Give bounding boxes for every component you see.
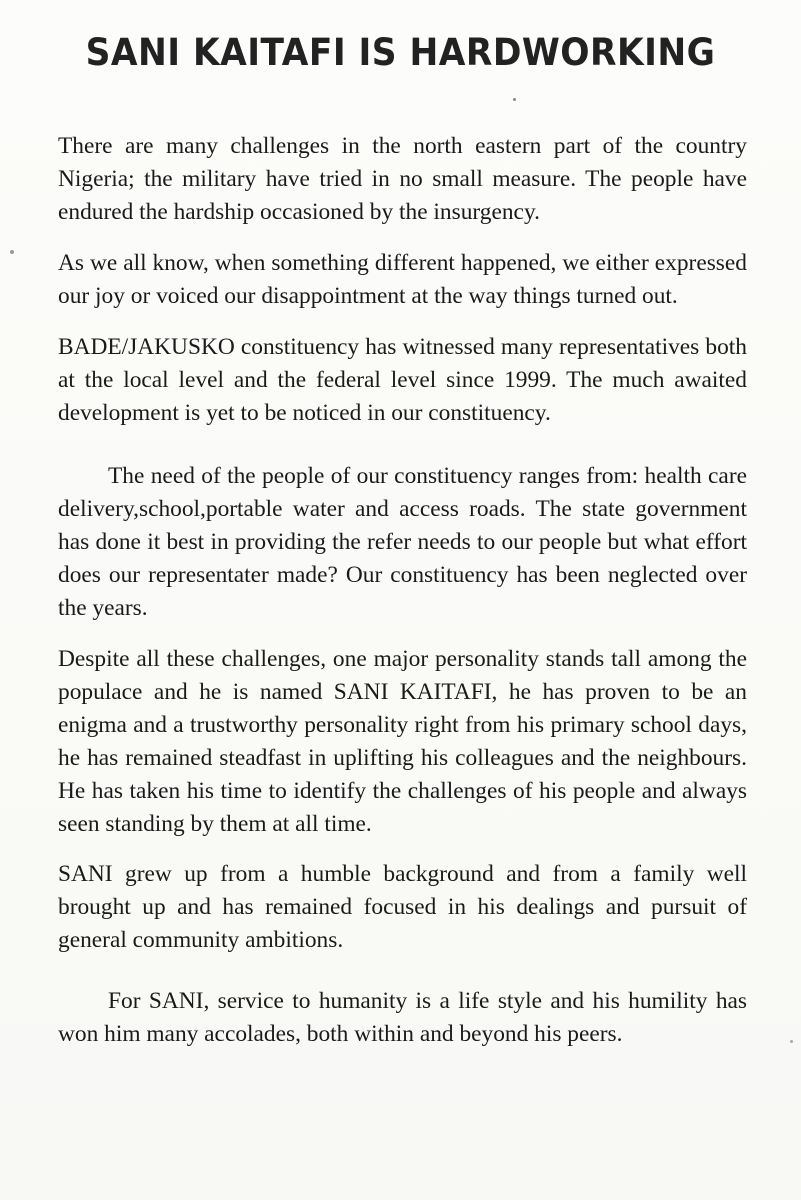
paper-speck	[10, 250, 14, 254]
paragraph-1: There are many challenges in the north eastern part of the country Nigeria; the military have tried in no small measure. The people have endured the hardship occasioned by the insurgency.	[58, 133, 747, 225]
paragraph-7: For SANI, service to humanity is a life style and his humility has won him many accolades, both within and beyond his peers.	[58, 988, 747, 1047]
paper-speck	[790, 1040, 793, 1043]
paragraph-3: BADE/JAKUSKO constituency has witnessed many representatives both at the local level and the federal level since 1999. The much awaited development is yet to be noticed in our constituency.	[58, 334, 747, 426]
paper-speck	[513, 98, 516, 101]
paragraph-2: As we all know, when something different happened, we either expressed our joy or voiced our disappointment at the way things turned out.	[58, 250, 747, 309]
paragraph-6: SANI grew up from a humble background and from a family well brought up and has remained focused in his dealings and pursuit of general community ambitions.	[58, 861, 747, 953]
paragraph-5: Despite all these challenges, one major personality stands tall among the populace and he is named SANI KAITAFI, he has proven to be an enigma and a trustworthy personality right from his primary school days, he has remained steadfast in uplifting his colleagues and the neighbours. He has taken his time to identify the challenges of his people and always seen standing by them at all time.	[58, 646, 747, 837]
document-title: SANI KAITAFI IS HARDWORKING	[85, 31, 716, 74]
paragraph-4: The need of the people of our constituency ranges from: health care delivery,school,portable water and access roads. The state government has done it best in providing the refer needs to our people but what effort does our representater made? Our constituency has been neglected over the years.	[58, 463, 747, 621]
document-body	[58, 130, 747, 1069]
